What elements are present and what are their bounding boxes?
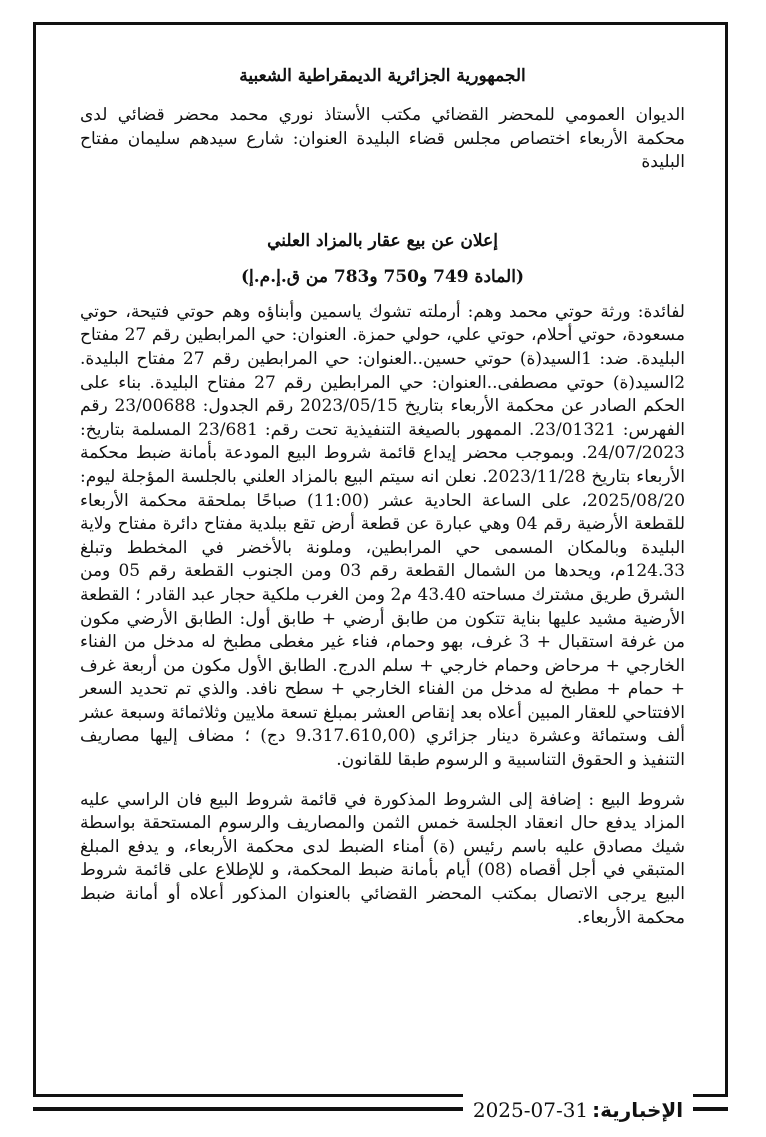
sale-terms: شروط البيع : إضافة إلى الشروط المذكورة في قائمة شروط البيع فان الراسي عليه المزاد يدفع حال انعقاد الجلسة خمس الثمن والمصاريف والرسوم المستحقة بواسطة شيك مصادق عليه باسم رئيس (ة) أمناء الضبط لدى محكمة الأربعاء، و يدفع المبلغ المتبقي في أجل أقصاه (08) أيام بأمانة ضبط المحكمة، و للإطلاع على قائمة شروط البيع يرجى الاتصال بمكتب المحضر القضائي بالعنوان المذكور أعلاه أو أمانة ضبط محكمة الأربعاء. — [80, 789, 685, 928]
legal-articles: (المادة 749 و750 و783 من ق.إ.م.إ) — [241, 266, 524, 287]
notice-content — [80, 58, 685, 930]
publication-name: الإخبارية: — [592, 1098, 684, 1122]
publication-date: 2025-07-31 — [472, 1098, 589, 1122]
notice-title: إعلان عن بيع عقار بالمزاد العلني — [267, 230, 498, 251]
footer-publication — [463, 1094, 693, 1126]
footer-rule-left — [33, 1107, 463, 1111]
republic-heading: الجمهورية الجزائرية الديمقراطية الشعبية — [239, 66, 526, 86]
footer-rule-right — [690, 1107, 728, 1111]
bailiff-office-paragraph: الديوان العمومي للمحضر القضائي مكتب الأستاذ نوري محمد محضر قضائي لدى محكمة الأربعاء اختصاص مجلس قضاء البليدة العنوان: شارع سيدهم سليمان مفتاح البليدة — [80, 105, 685, 173]
notice-body: لفائدة: ورثة حوتي محمد وهم: أرملته تشوك ياسمين وأبناؤه وهم حوتي فتيحة، حوتي مسعودة، حوتي أحلام، حوتي علي، حولي حمزة. العنوان: حي المرابطين رقم 27 مفتاح البليدة. ضد: 1السيد(ة) حوتي حسين..العنوان: حي المرابطين رقم 27 مفتاح البليدة. 2السيد(ة) حوتي مصطفى..العنوان: حي المرابطين رقم 27 مفتاح البليدة. بناء على الحكم الصادر عن محكمة الأربعاء بتاريخ 2023/05/15 رقم الجدول: 23/00688 رقم الفهرس: 23/01321. الممهور بالصيغة التنفيذية تحت رقم: 23/681 المسلمة بتاريخ: 24/07/2023. وبموجب محضر إيداع قائمة شروط البيع المودعة بأمانة ضبط محكمة الأربعاء بتاريخ 2023/11/28. نعلن انه سيتم البيع بالمزاد العلني بالجلسة المؤجلة ليوم: 2025/08/20، على الساعة الحادية عشر (11:00) صباحًا بملحقة محكمة الأربعاء للقطعة الأرضية رقم 04 وهي عبارة عن قطعة أرض تقع ببلدية مفتاح دائرة مفتاح ولاية البليدة وبالمكان المسمى حي المرابطين، وملونة بالأخضر في المخطط وتبلغ 124.33م، ويحدها من الشمال القطعة رقم 03 ومن الجنوب القطعة رقم 05 ومن الشرق طريق مشترك مساحته 43.40 م2 ومن الغرب ملكية حجار عبد القادر ؛ القطعة الأرضية مشيد عليها بناية تتكون من طابق أرضي + طابق أول: الطابق الأرضي مكون من غرفة استقبال + 3 غرف، بهو وحمام، فناء غير مغطى مطبخ له مدخل من الفناء الخارجي + مرحاض وحمام خارجي + سلم الدرج. الطابق الأول مكون من أربعة غرف + حمام + مطبخ له مدخل من الفناء الخارجي + سطح نافد. والذي تم تحديد السعر الافتتاحي للعقار المبين أعلاه بعد إنقاص العشر بمبلغ تسعة ملايين وثلاثمائة وسبعة عشر ألف وستمائة وعشرة دينار جزائري (9.317.610,00 دج) ؛ مضاف إليها مصاريف التنفيذ و الحقوق التناسبية و الرسوم طبقا للقانون. — [80, 301, 686, 771]
